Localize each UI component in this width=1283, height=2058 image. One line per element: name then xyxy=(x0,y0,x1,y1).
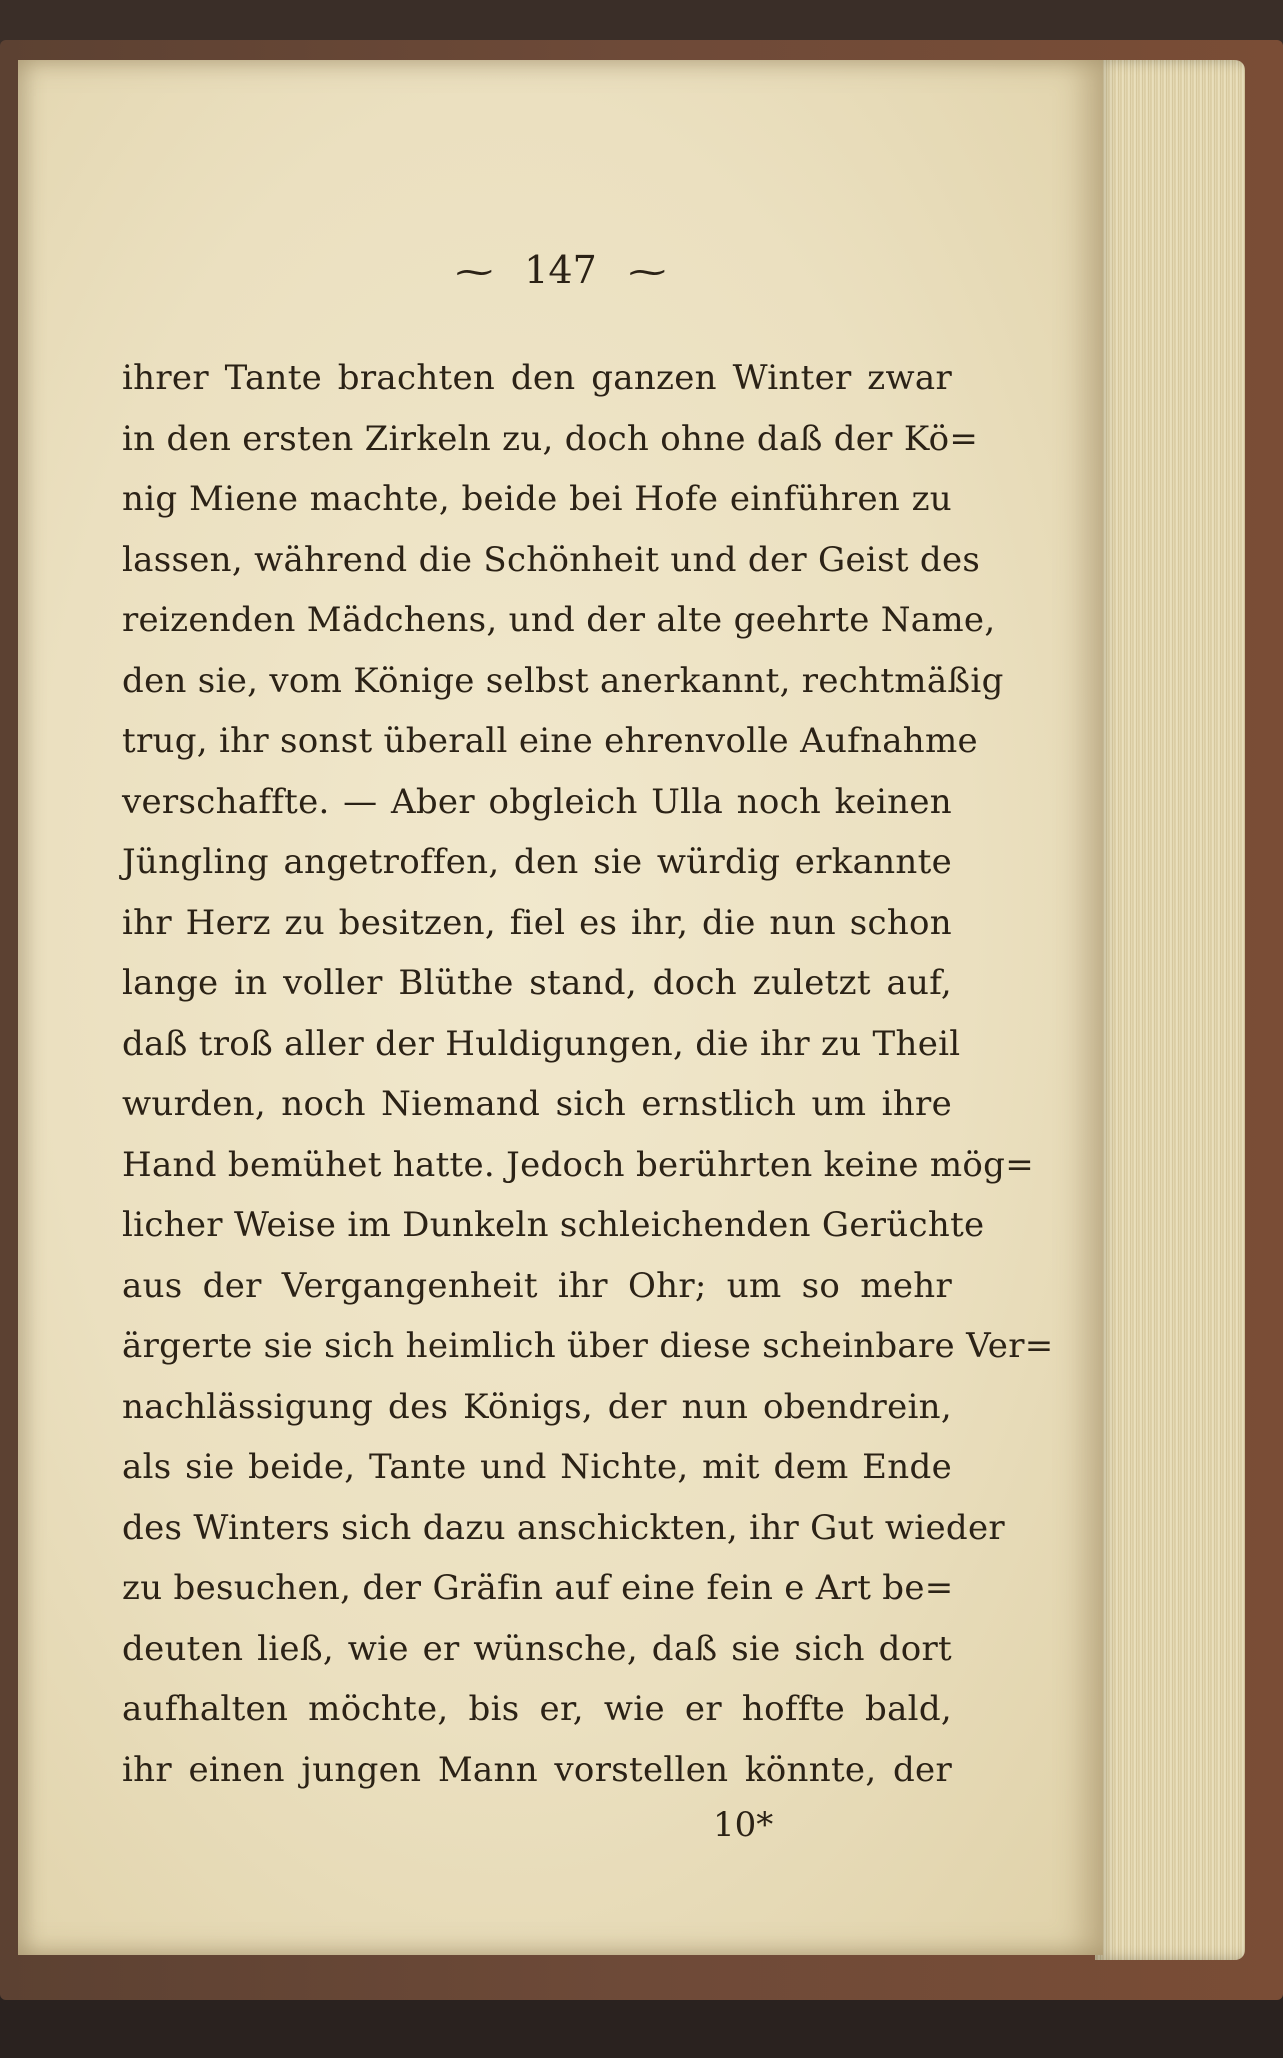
right-ornament: ~ xyxy=(624,252,670,292)
left-ornament: ~ xyxy=(451,252,497,292)
text-line: daß troß aller der Huldigungen, die ihr zu Theil xyxy=(122,1023,961,1064)
text-line: aus der Vergangenheit ihr Ohr; um so mehr xyxy=(122,1265,952,1306)
signature-mark: 10* xyxy=(713,1805,774,1845)
text-line: lassen, während die Schönheit und der Geist des xyxy=(122,539,981,580)
text-line: zu besuchen, der Gräfin auf eine fein e Art be= xyxy=(122,1568,954,1608)
page-header xyxy=(18,248,1103,292)
text-line: lange in voller Blüthe stand, doch zuletzt auf, xyxy=(122,963,952,1003)
text-line: deuten ließ, wie er wünsche, daß sie sich dort xyxy=(122,1628,952,1669)
text-line: in den ersten Zirkeln zu, doch ohne daß der Kö= xyxy=(122,418,979,459)
body-text xyxy=(122,348,1054,1800)
text-line: des Winters sich dazu anschickten, ihr Gut wieder xyxy=(122,1507,1005,1548)
text-line: Jüngling angetroffen, den sie würdig erkannte xyxy=(122,842,952,882)
text-line: ärgerte sie sich heimlich über diese scheinbare Ver= xyxy=(122,1326,1054,1366)
text-line: licher Weise im Dunkeln schleichenden Gerüchte xyxy=(122,1205,985,1245)
text-line: reizenden Mädchens, und der alte geehrte Name, xyxy=(122,600,996,640)
text-line: ihr einen jungen Mann vorstellen könnte, der xyxy=(122,1749,952,1790)
text-line: verschaffte. — Aber obgleich Ulla noch keinen xyxy=(122,781,952,822)
text-line: trug, ihr sonst überall eine ehrenvolle Aufnahme xyxy=(122,721,978,761)
page-number: 147 xyxy=(524,248,597,292)
text-line: aufhalten möchte, bis er, wie er hoffte bald, xyxy=(122,1689,952,1729)
book-page xyxy=(18,60,1103,1955)
text-line: ihrer Tante brachten den ganzen Winter zwar xyxy=(122,358,952,398)
text-line: nig Miene machte, beide bei Hofe einführen zu xyxy=(122,479,952,519)
text-line: Hand bemühet hatte. Jedoch berührten keine mög= xyxy=(122,1144,1035,1185)
text-line: als sie beide, Tante und Nichte, mit dem Ende xyxy=(122,1447,952,1487)
text-line: wurden, noch Niemand sich ernstlich um ihre xyxy=(122,1084,952,1124)
text-line: nachlässigung des Königs, der nun obendrein, xyxy=(122,1386,952,1427)
text-line: den sie, vom Könige selbst anerkannt, rechtmäßig xyxy=(122,660,1004,701)
text-line: ihr Herz zu besitzen, fiel es ihr, die nun schon xyxy=(122,902,952,943)
page-edges xyxy=(1095,60,1245,1960)
